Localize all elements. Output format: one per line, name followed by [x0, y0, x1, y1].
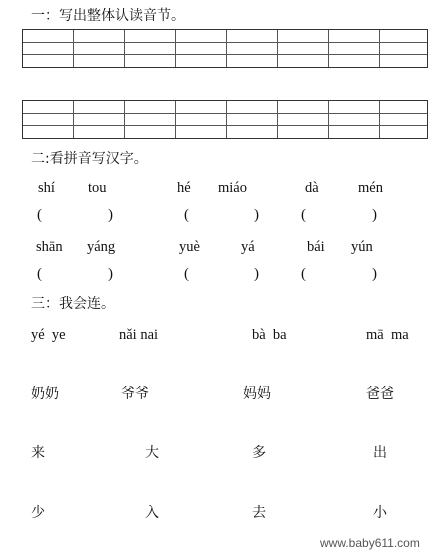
answer-paren-open: ( [301, 266, 306, 282]
section-3-title: 三：我会连。 [31, 296, 115, 312]
pinyin: tou [88, 180, 107, 196]
pinyin: yuè [179, 239, 200, 255]
match-word: 奶奶 [31, 386, 59, 402]
match-char: 少 [31, 505, 45, 521]
section-1-title: 一：写出整体认读音节。 [31, 8, 185, 24]
match-char: 小 [373, 505, 387, 521]
writing-grid-1 [22, 29, 428, 68]
match-char: 去 [252, 505, 266, 521]
writing-grid-2 [22, 100, 428, 139]
answer-paren-close: ) [372, 207, 377, 223]
pinyin: yá [241, 239, 255, 255]
answer-paren-close: ) [108, 266, 113, 282]
pinyin: yáng [87, 239, 116, 255]
pinyin: yún [351, 239, 373, 255]
pinyin: bái [307, 239, 325, 255]
answer-paren-open: ( [184, 207, 189, 223]
answer-paren-open: ( [184, 266, 189, 282]
pinyin: hé [177, 180, 191, 196]
pinyin: bà ba [252, 327, 287, 343]
pinyin: miáo [218, 180, 247, 196]
match-char: 多 [252, 445, 266, 461]
section-2-title: 二:看拼音写汉字。 [31, 151, 148, 167]
answer-paren-open: ( [37, 266, 42, 282]
pinyin: yé ye [31, 327, 66, 343]
pinyin: mén [358, 180, 383, 196]
answer-paren-open: ( [301, 207, 306, 223]
pinyin: dà [305, 180, 319, 196]
match-char: 来 [31, 445, 45, 461]
pinyin: mā ma [366, 327, 409, 343]
match-word: 爷爷 [121, 386, 149, 402]
pinyin: shān [36, 239, 63, 255]
match-word: 妈妈 [243, 386, 271, 402]
match-char: 入 [145, 505, 159, 521]
watermark-text: www.baby611.com [320, 536, 420, 550]
pinyin: shí [38, 180, 55, 196]
pinyin: nǎi nai [119, 327, 159, 343]
match-word: 爸爸 [366, 386, 394, 402]
answer-paren-close: ) [254, 207, 259, 223]
answer-paren-close: ) [254, 266, 259, 282]
match-char: 出 [373, 445, 387, 461]
answer-paren-open: ( [37, 207, 42, 223]
answer-paren-close: ) [108, 207, 113, 223]
match-char: 大 [145, 445, 159, 461]
answer-paren-close: ) [372, 266, 377, 282]
